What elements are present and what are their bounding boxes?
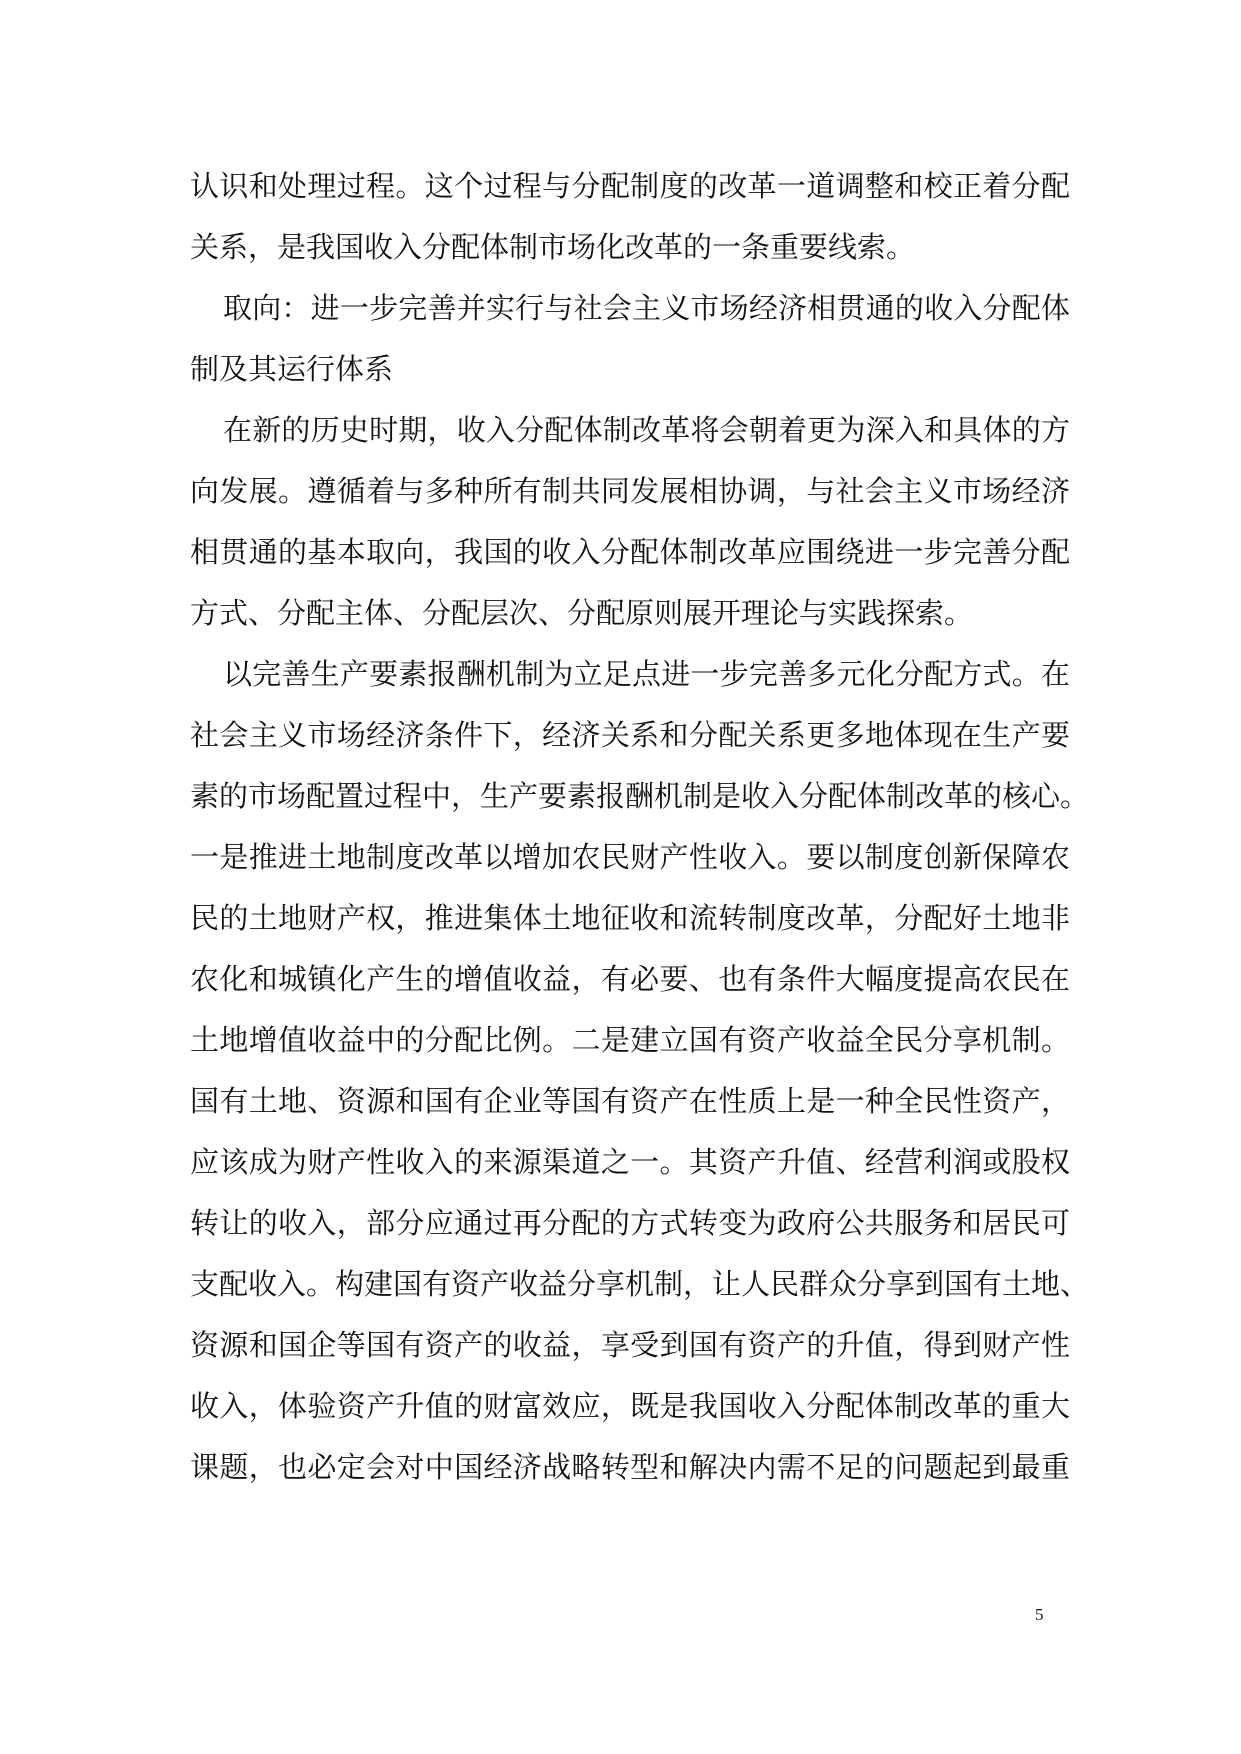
text-line: 民的土地财产权，推进集体土地征收和流转制度改革，分配好土地非 — [190, 901, 1070, 935]
text-line: 制及其运行体系 — [190, 352, 394, 386]
text-line: 支配收入。构建国有资产收益分享机制，让人民群众分享到国有土地、 — [190, 1267, 1090, 1301]
text-line: 资源和国企等国有资产的收益，享受到国有资产的升值，得到财产性 — [190, 1328, 1070, 1362]
body-text — [190, 156, 1090, 1498]
text-line: 方式、分配主体、分配层次、分配原则展开理论与实践探索。 — [190, 596, 974, 630]
text-line: 国有土地、资源和国有企业等国有资产在性质上是一种全民性资产， — [190, 1084, 1070, 1118]
text-line: 社会主义市场经济条件下，经济关系和分配关系更多地体现在生产要 — [190, 718, 1070, 752]
text-line: 认识和处理过程。这个过程与分配制度的改革一道调整和校正着分配 — [190, 169, 1070, 203]
page-number: 5 — [1035, 1605, 1044, 1624]
text-line: 一是推进土地制度改革以增加农民财产性收入。要以制度创新保障农 — [190, 840, 1070, 874]
text-line: 相贯通的基本取向，我国的收入分配体制改革应围绕进一步完善分配 — [190, 535, 1070, 569]
text-line: 转让的收入，部分应通过再分配的方式转变为政府公共服务和居民可 — [190, 1206, 1070, 1240]
text-line: 应该成为财产性收入的来源渠道之一。其资产升值、经营利润或股权 — [190, 1145, 1070, 1179]
text-line: 向发展。遵循着与多种所有制共同发展相协调，与社会主义市场经济 — [190, 474, 1070, 508]
text-line: 土地增值收益中的分配比例。二是建立国有资产收益全民分享机制。 — [190, 1023, 1070, 1057]
text-line: 以完善生产要素报酬机制为立足点进一步完善多元化分配方式。在 — [223, 657, 1070, 691]
text-line: 在新的历史时期，收入分配体制改革将会朝着更为深入和具体的方 — [223, 413, 1070, 447]
text-line: 素的市场配置过程中，生产要素报酬机制是收入分配体制改革的核心。 — [190, 779, 1090, 813]
text-line: 收入，体验资产升值的财富效应，既是我国收入分配体制改革的重大 — [190, 1389, 1070, 1423]
text-line: 课题，也必定会对中国经济战略转型和解决内需不足的问题起到最重 — [190, 1450, 1070, 1484]
text-line: 关系，是我国收入分配体制市场化改革的一条重要线索。 — [190, 230, 916, 264]
text-line: 农化和城镇化产生的增值收益，有必要、也有条件大幅度提高农民在 — [190, 962, 1070, 996]
text-line: 取向：进一步完善并实行与社会主义市场经济相贯通的收入分配体 — [223, 291, 1070, 325]
